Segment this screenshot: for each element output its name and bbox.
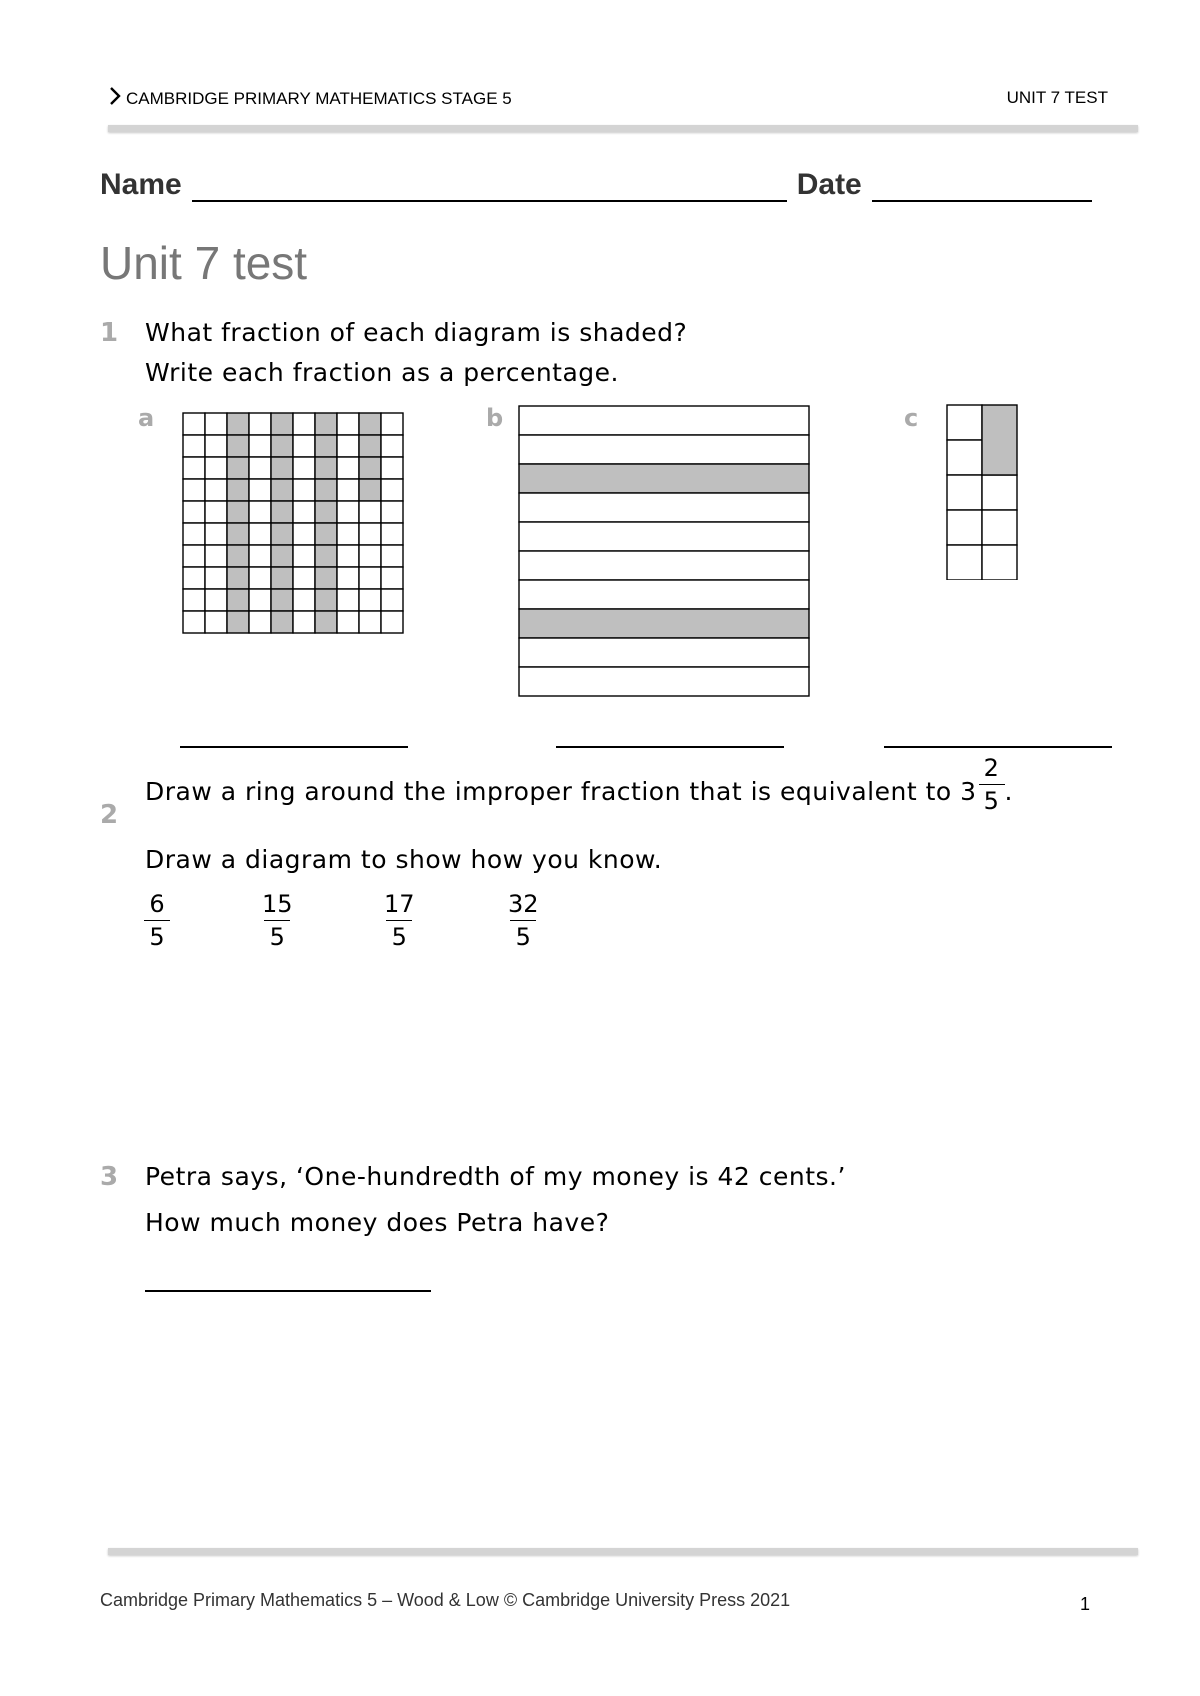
question-2-number: 2 bbox=[100, 800, 119, 830]
grid-cell bbox=[293, 413, 315, 435]
shaded-cell bbox=[227, 457, 249, 479]
question-3-line-1: Petra says, ‘One-hundredth of my money is 42 cents.’ bbox=[145, 1162, 846, 1191]
shaded-region bbox=[982, 405, 1017, 475]
grid-cell bbox=[205, 523, 227, 545]
grid-cell bbox=[337, 435, 359, 457]
shaded-cell bbox=[227, 567, 249, 589]
strip bbox=[519, 580, 809, 609]
strip bbox=[519, 493, 809, 522]
grid-cell bbox=[947, 510, 982, 545]
grid-cell bbox=[249, 523, 271, 545]
option-fraction-1[interactable] bbox=[144, 892, 170, 949]
grid-cell bbox=[359, 611, 381, 633]
grid-cell bbox=[249, 545, 271, 567]
shaded-cell bbox=[315, 501, 337, 523]
grid-cell bbox=[381, 457, 403, 479]
shaded-strip bbox=[519, 464, 809, 493]
shaded-cell bbox=[315, 435, 337, 457]
shaded-cell bbox=[271, 457, 293, 479]
grid-cell bbox=[947, 405, 982, 440]
diagram-c-label: c bbox=[904, 404, 919, 432]
grid-cell bbox=[381, 567, 403, 589]
grid-cell bbox=[359, 523, 381, 545]
shaded-cell bbox=[227, 435, 249, 457]
grid-cell bbox=[337, 457, 359, 479]
grid-cell bbox=[293, 523, 315, 545]
grid-cell bbox=[183, 457, 205, 479]
option-1-denominator: 5 bbox=[149, 923, 165, 951]
question-1-number: 1 bbox=[100, 318, 119, 348]
shaded-cell bbox=[227, 523, 249, 545]
option-3-denominator: 5 bbox=[391, 923, 407, 951]
grid-cell bbox=[337, 479, 359, 501]
date-field[interactable] bbox=[872, 172, 1092, 202]
grid-cell bbox=[205, 501, 227, 523]
shaded-cell bbox=[271, 545, 293, 567]
grid-cell bbox=[337, 611, 359, 633]
chevron-right-icon bbox=[108, 86, 122, 111]
shaded-cell bbox=[359, 479, 381, 501]
grid-cell bbox=[947, 545, 982, 580]
shaded-cell bbox=[227, 501, 249, 523]
grid-cell bbox=[205, 479, 227, 501]
shaded-cell bbox=[271, 413, 293, 435]
grid-cell bbox=[381, 523, 403, 545]
grid-cell bbox=[337, 501, 359, 523]
grid-cell bbox=[249, 589, 271, 611]
grid-cell bbox=[293, 589, 315, 611]
grid-cell bbox=[381, 501, 403, 523]
mixed-numerator: 2 bbox=[983, 754, 1000, 782]
grid-cell bbox=[293, 567, 315, 589]
grid-cell bbox=[249, 457, 271, 479]
running-header bbox=[108, 86, 512, 111]
answer-line-b[interactable] bbox=[556, 746, 784, 748]
grid-cell bbox=[205, 545, 227, 567]
option-2-denominator: 5 bbox=[269, 923, 285, 951]
shaded-cell bbox=[271, 501, 293, 523]
question-2-line-2: Draw a diagram to show how you know. bbox=[145, 845, 663, 874]
strip-diagram bbox=[518, 405, 810, 697]
hundred-grid-diagram bbox=[182, 412, 404, 634]
grid-cell bbox=[249, 413, 271, 435]
mixed-number-fraction bbox=[979, 756, 1005, 813]
shaded-cell bbox=[315, 545, 337, 567]
shaded-cell bbox=[271, 523, 293, 545]
shaded-cell bbox=[359, 435, 381, 457]
grid-cell bbox=[293, 457, 315, 479]
question-2-suffix: . bbox=[1004, 777, 1013, 806]
grid-cell bbox=[293, 501, 315, 523]
grid-cell bbox=[947, 475, 982, 510]
grid-cell bbox=[359, 589, 381, 611]
shaded-cell bbox=[227, 589, 249, 611]
shaded-cell bbox=[227, 611, 249, 633]
shaded-cell bbox=[227, 413, 249, 435]
grid-cell bbox=[205, 589, 227, 611]
grid-cell bbox=[205, 413, 227, 435]
option-fraction-3[interactable] bbox=[384, 892, 415, 949]
grid-cell bbox=[337, 567, 359, 589]
shaded-cell bbox=[315, 589, 337, 611]
grid-cell bbox=[183, 413, 205, 435]
question-1-line-1: What fraction of each diagram is shaded? bbox=[145, 318, 688, 347]
grid-cell bbox=[947, 440, 982, 475]
grid-cell bbox=[982, 475, 1017, 510]
page-title: Unit 7 test bbox=[100, 237, 308, 289]
mixed-denominator: 5 bbox=[983, 787, 1000, 815]
grid-cell bbox=[205, 611, 227, 633]
shaded-cell bbox=[315, 479, 337, 501]
two-column-grid-diagram bbox=[946, 404, 1018, 580]
shaded-cell bbox=[271, 567, 293, 589]
grid-cell bbox=[381, 413, 403, 435]
grid-cell bbox=[293, 611, 315, 633]
grid-cell bbox=[337, 413, 359, 435]
grid-cell bbox=[359, 545, 381, 567]
option-4-denominator: 5 bbox=[515, 923, 531, 951]
grid-cell bbox=[183, 523, 205, 545]
grid-cell bbox=[205, 567, 227, 589]
question-2-prefix: Draw a ring around the improper fraction that is equivalent to 3 bbox=[145, 777, 977, 806]
strip bbox=[519, 406, 809, 435]
grid-cell bbox=[381, 611, 403, 633]
diagram-a-label: a bbox=[138, 404, 155, 432]
shaded-cell bbox=[227, 545, 249, 567]
grid-cell bbox=[183, 589, 205, 611]
grid-cell bbox=[205, 457, 227, 479]
shaded-cell bbox=[359, 413, 381, 435]
option-fraction-4[interactable] bbox=[508, 892, 539, 949]
grid-cell bbox=[249, 435, 271, 457]
shaded-cell bbox=[271, 589, 293, 611]
footer-credit: Cambridge Primary Mathematics 5 – Wood & Low © Cambridge University Press 2021 bbox=[100, 1590, 791, 1610]
grid-cell bbox=[359, 501, 381, 523]
grid-cell bbox=[982, 510, 1017, 545]
grid-cell bbox=[183, 567, 205, 589]
grid-cell bbox=[205, 435, 227, 457]
grid-cell bbox=[982, 545, 1017, 580]
grid-cell bbox=[249, 567, 271, 589]
shaded-cell bbox=[315, 523, 337, 545]
grid-cell bbox=[293, 545, 315, 567]
grid-cell bbox=[183, 435, 205, 457]
answer-line-c[interactable] bbox=[884, 746, 1112, 748]
header-unit-label: UNIT 7 TEST bbox=[1006, 88, 1108, 107]
grid-cell bbox=[249, 501, 271, 523]
grid-cell bbox=[381, 545, 403, 567]
question-1-line-2: Write each fraction as a percentage. bbox=[145, 358, 619, 387]
shaded-cell bbox=[271, 435, 293, 457]
question-2-line-1 bbox=[145, 754, 1013, 815]
shaded-cell bbox=[227, 479, 249, 501]
question-3-number: 3 bbox=[100, 1162, 119, 1192]
answer-line-a[interactable] bbox=[180, 746, 408, 748]
strip bbox=[519, 551, 809, 580]
grid-cell bbox=[293, 479, 315, 501]
header-rule bbox=[108, 125, 1138, 132]
shaded-cell bbox=[359, 457, 381, 479]
grid-cell bbox=[293, 435, 315, 457]
grid-cell bbox=[381, 479, 403, 501]
option-3-numerator: 17 bbox=[384, 890, 415, 918]
grid-cell bbox=[249, 479, 271, 501]
grid-cell bbox=[381, 435, 403, 457]
grid-cell bbox=[359, 567, 381, 589]
option-fraction-2[interactable] bbox=[262, 892, 293, 949]
shaded-cell bbox=[315, 457, 337, 479]
shaded-cell bbox=[271, 479, 293, 501]
grid-cell bbox=[183, 545, 205, 567]
page-number: 1 bbox=[1079, 1594, 1090, 1614]
shaded-strip bbox=[519, 609, 809, 638]
shaded-cell bbox=[315, 567, 337, 589]
answer-line-q3[interactable] bbox=[145, 1290, 431, 1292]
strip bbox=[519, 638, 809, 667]
strip bbox=[519, 667, 809, 696]
date-label: Date bbox=[796, 168, 862, 201]
footer-rule bbox=[108, 1548, 1138, 1555]
grid-cell bbox=[337, 523, 359, 545]
grid-cell bbox=[183, 479, 205, 501]
option-1-numerator: 6 bbox=[149, 890, 165, 918]
strip bbox=[519, 522, 809, 551]
grid-cell bbox=[249, 611, 271, 633]
shaded-cell bbox=[315, 611, 337, 633]
header-title: CAMBRIDGE PRIMARY MATHEMATICS STAGE 5 bbox=[126, 88, 512, 108]
shaded-cell bbox=[271, 611, 293, 633]
question-3-line-2: How much money does Petra have? bbox=[145, 1208, 610, 1237]
shaded-cell bbox=[315, 413, 337, 435]
grid-cell bbox=[337, 589, 359, 611]
grid-cell bbox=[183, 501, 205, 523]
grid-cell bbox=[381, 589, 403, 611]
name-label: Name bbox=[100, 168, 182, 201]
strip bbox=[519, 435, 809, 464]
name-date-row bbox=[100, 168, 1102, 202]
grid-cell bbox=[337, 545, 359, 567]
option-4-numerator: 32 bbox=[508, 890, 539, 918]
option-2-numerator: 15 bbox=[262, 890, 293, 918]
diagram-b-label: b bbox=[486, 404, 504, 432]
name-field[interactable] bbox=[192, 172, 787, 202]
grid-cell bbox=[183, 611, 205, 633]
